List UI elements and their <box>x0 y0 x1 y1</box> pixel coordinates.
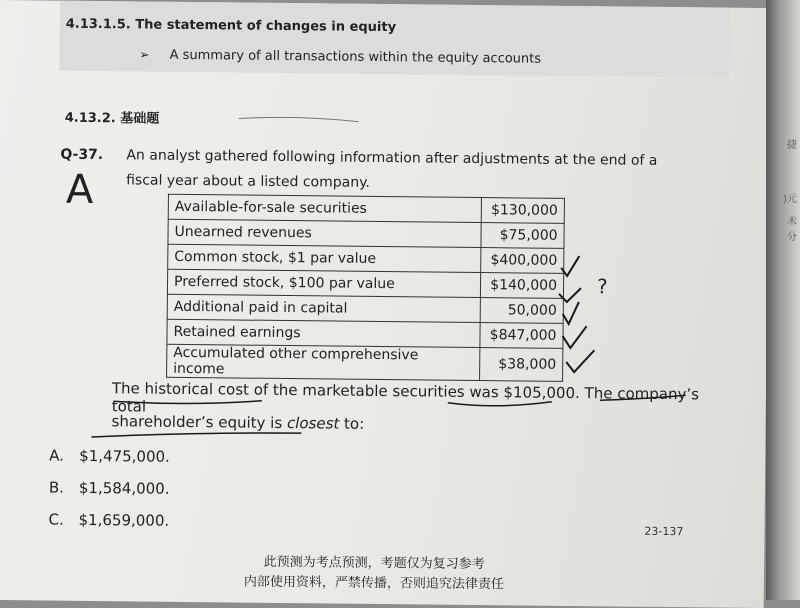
row-label: Preferred stock, $100 par value <box>167 269 480 297</box>
row-label: Common stock, $1 par value <box>168 244 481 272</box>
row-label: Unearned revenues <box>168 219 481 247</box>
section-title: The statement of changes in equity <box>135 17 397 36</box>
stem-emphasis: closest <box>286 414 340 433</box>
underline-stroke <box>91 431 301 439</box>
row-label: Accumulated other comprehensive income <box>167 344 480 380</box>
page-number: 23-137 <box>644 524 684 539</box>
option-b <box>49 479 170 498</box>
question-number: Q-37. <box>60 146 104 164</box>
option-c <box>48 511 169 530</box>
subsection-title: 基础题 <box>120 111 160 127</box>
row-value: $38,000 <box>480 348 563 382</box>
header-band <box>59 1 730 78</box>
section-number: 4.13.1.5. <box>65 16 131 33</box>
row-label: Additional paid in capital <box>167 294 480 322</box>
summary-text: A summary of all transactions within the equity accounts <box>169 47 542 67</box>
row-value: 50,000 <box>480 298 563 324</box>
stem-suffix: to: <box>339 414 365 433</box>
row-value: $130,000 <box>481 198 564 224</box>
triangle-arrow-icon: ➢ <box>139 47 150 62</box>
option-text: $1,584,000. <box>78 478 170 498</box>
checkmark-icon <box>566 350 594 372</box>
question-text: An analyst gathered following information after adjustments at the end of a fiscal year about a listed company. <box>126 147 658 191</box>
subsection-number: 4.13.2. <box>64 110 116 127</box>
footer-line-1: 此预测为考点预测，考题仅为复习参考 <box>263 554 485 573</box>
checkmark-icon <box>562 326 586 348</box>
option-letter: A. <box>49 446 65 465</box>
adjacent-page-edge: 捷 )元 未 分 <box>766 0 800 600</box>
heading-underline-stroke <box>239 117 359 122</box>
row-label: Retained earnings <box>167 319 480 347</box>
option-a <box>49 447 170 466</box>
handwritten-answer: A <box>65 166 94 213</box>
row-value: $847,000 <box>480 323 563 349</box>
option-text: $1,659,000. <box>78 510 170 530</box>
footer-line-2: 内部使用资料，严禁传播，否则追究法律责任 <box>243 574 504 593</box>
option-text: $1,475,000. <box>79 446 170 466</box>
table-row <box>167 344 563 381</box>
option-letter: C. <box>48 510 64 529</box>
row-label: Available-for-sale securities <box>168 194 481 222</box>
handwritten-question-mark: ? <box>596 274 608 299</box>
stem-line-1: The historical cost of the marketable securities was $105,000. The company’s total <box>111 379 700 416</box>
row-value: $140,000 <box>480 273 563 299</box>
stem-prefix: shareholder’s equity is <box>111 412 288 433</box>
row-value: $75,000 <box>481 223 564 249</box>
equity-data-table <box>166 194 565 382</box>
subsection-heading <box>65 107 160 127</box>
option-letter: B. <box>48 478 65 497</box>
row-value: $400,000 <box>481 248 564 274</box>
checkmark-icon <box>563 302 579 324</box>
